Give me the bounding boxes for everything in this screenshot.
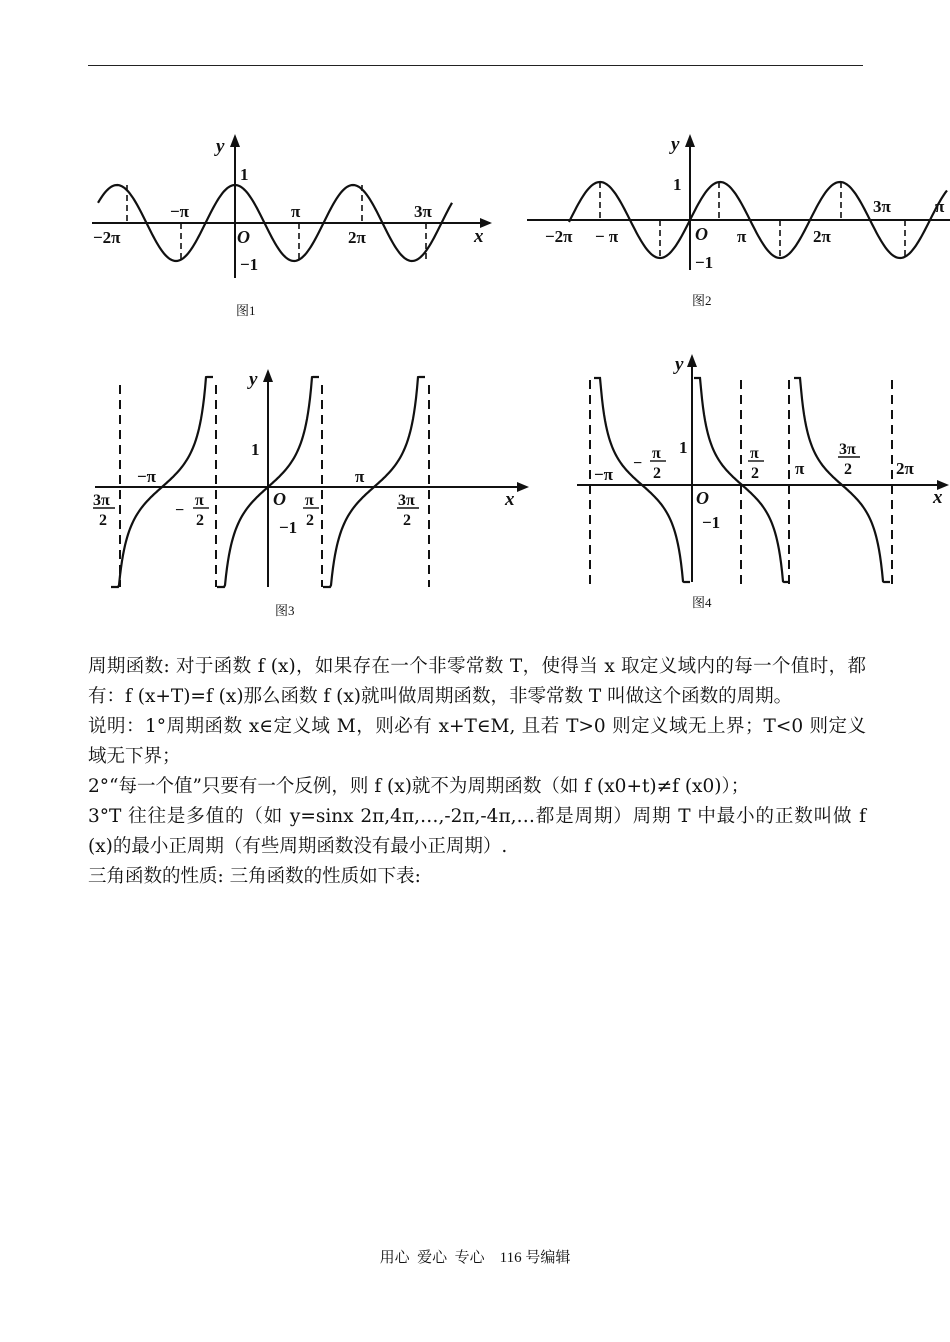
body-text — [88, 652, 866, 892]
tick-label-1: 1 — [251, 440, 260, 459]
tick-label-neg1: −1 — [240, 255, 259, 274]
tick-label-2pi: 2π — [813, 227, 831, 246]
tick-label-pi-over-2 — [303, 492, 319, 529]
svg-text:π: π — [652, 445, 661, 462]
tick-label-neg1: −1 — [279, 518, 298, 537]
paragraph-periodic-definition: 周期函数: 对于函数 f (x)，如果存在一个非零常数 T，使得当 x 取定义域内的每一个值时，都有：f (x+T)=f (x)那么函数 f (x)就叫做周期函数，非零常数 T 叫做这个函数的周期。 — [88, 656, 866, 707]
tick-label-neg2pi: −2π — [93, 228, 121, 247]
svg-text:π: π — [305, 492, 314, 509]
tick-label-pi: π — [291, 202, 301, 221]
svg-text:2: 2 — [653, 465, 661, 482]
cotangent-branch-3 — [794, 378, 890, 582]
tick-label-negpi: −π — [594, 465, 614, 484]
y-axis-label: y — [671, 134, 680, 155]
paragraph-note-1: 说明：1°周期函数 x∈定义域 M，则必有 x+T∈M, 且若 T>0 则定义域无上界；T<0 则定义域无下界； — [88, 716, 866, 767]
tick-label-1: 1 — [673, 175, 682, 194]
svg-text:2: 2 — [844, 461, 852, 478]
figure-3-tangent-graph — [85, 365, 535, 595]
tick-label-negpi: −π — [137, 467, 157, 486]
header-rule — [88, 65, 863, 66]
svg-text:2: 2 — [196, 512, 204, 529]
svg-text:3π: 3π — [398, 492, 415, 509]
figure-2-caption: 图2 — [692, 293, 712, 308]
svg-text:2: 2 — [306, 512, 314, 529]
tick-label-3pi: 3π — [414, 202, 432, 221]
tick-label-1: 1 — [240, 165, 249, 184]
figure-1-cosine-graph — [90, 130, 500, 280]
paragraph-note-3: 3°T 往往是多值的（如 y=sinx 2π,4π,…,-2π,-4π,…都是周期）周期 T 中最小的正数叫做 f (x)的最小正周期（有些周期函数没有最小正周期）. — [88, 806, 866, 857]
tick-label-pi: π — [795, 459, 805, 478]
svg-text:3π: 3π — [93, 492, 110, 509]
tick-label-pi-over-2 — [748, 445, 764, 482]
svg-text:−: − — [175, 502, 185, 519]
tick-label-2pi: 2π — [896, 459, 914, 478]
tick-label-3pi-over-2 — [838, 441, 860, 478]
tick-label-pi-edge: π — [935, 197, 945, 216]
paragraph-note-2: 2°“每一个值”只要有一个反例，则 f (x)就不为周期函数（如 f (x0+t)≠f (x0)）； — [88, 776, 750, 797]
tick-label-3pi-over-2 — [397, 492, 419, 529]
tangent-branch-3 — [323, 377, 425, 587]
origin-label: O — [273, 489, 286, 509]
x-axis-label: x — [505, 489, 515, 510]
tick-label-neg1: −1 — [702, 513, 721, 532]
x-axis-label: x — [933, 487, 943, 508]
tick-label-neg1: −1 — [695, 253, 714, 272]
tick-label-1: 1 — [679, 438, 688, 457]
figure-4-caption: 图4 — [692, 595, 712, 610]
tick-label-negpi-over-2 — [175, 492, 209, 529]
svg-text:2: 2 — [751, 465, 759, 482]
tick-label-negpi: −π — [170, 202, 190, 221]
svg-text:π: π — [750, 445, 759, 462]
tick-label-2pi: 2π — [348, 228, 366, 247]
origin-label: O — [696, 488, 709, 508]
tick-label-negpi-over-2 — [633, 445, 666, 482]
tick-label-negpi: − π — [595, 227, 619, 246]
figure-1-caption: 图1 — [236, 303, 256, 318]
svg-text:−: − — [633, 455, 643, 472]
figure-3-caption: 图3 — [275, 603, 295, 618]
figure-4-cotangent-graph — [575, 350, 950, 595]
tick-label-3pi: 3π — [873, 197, 891, 216]
origin-label: O — [695, 224, 708, 244]
y-axis-label: y — [675, 354, 684, 375]
figure-2-sine-graph — [525, 130, 950, 280]
tick-label-pi: π — [737, 227, 747, 246]
tick-label-neg2pi: −2π — [545, 227, 573, 246]
svg-text:π: π — [195, 492, 204, 509]
tick-label-neg3pi-over-2 — [93, 492, 115, 529]
svg-text:2: 2 — [403, 512, 411, 529]
page-footer: 用心 爱心 专心 116 号编辑 — [379, 1250, 571, 1266]
svg-text:3π: 3π — [839, 441, 856, 458]
paragraph-properties-intro: 三角函数的性质: 三角函数的性质如下表: — [88, 866, 421, 887]
y-axis-label: y — [249, 369, 258, 390]
tick-label-pi: π — [355, 467, 365, 486]
x-axis-label: x — [474, 226, 484, 247]
origin-label: O — [237, 227, 250, 247]
svg-text:2: 2 — [99, 512, 107, 529]
tangent-branch-1 — [111, 377, 213, 587]
y-axis-label: y — [216, 136, 225, 157]
